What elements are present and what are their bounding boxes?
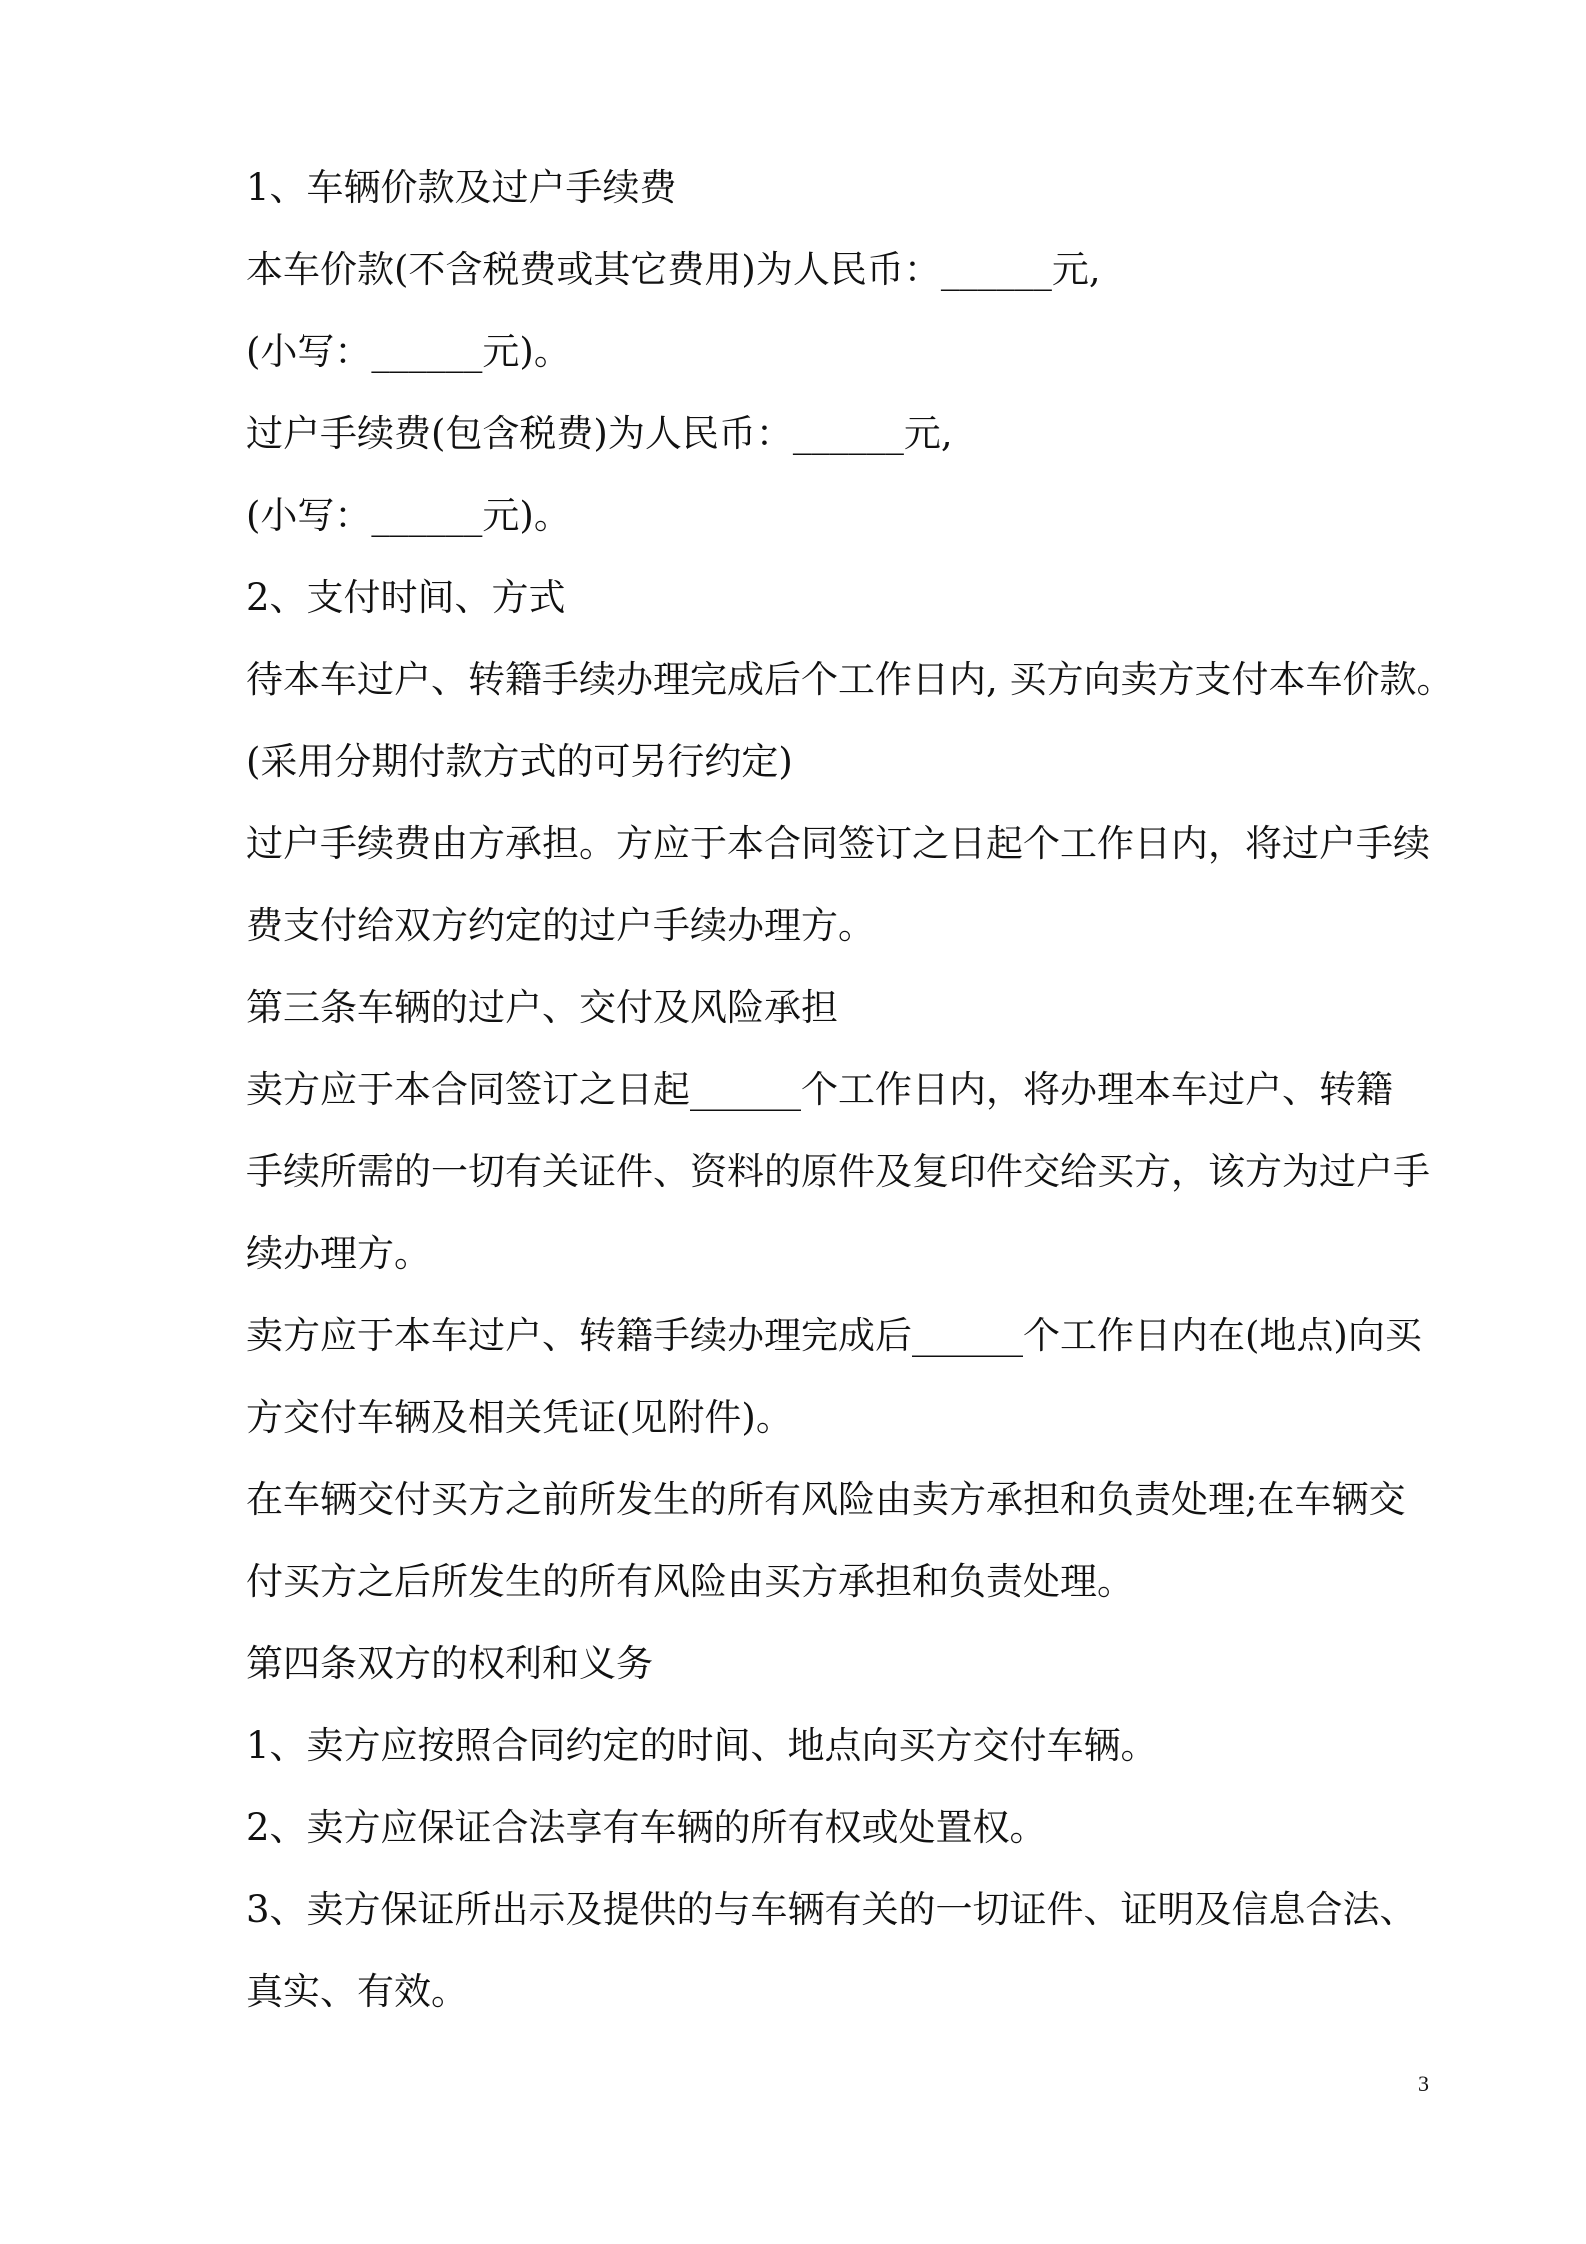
text-line-3: (小写：______元)。 <box>246 330 571 373</box>
text-line-15: 卖方应于本车过户、转籍手续办理完成后______个工作日内在(地点)向买 <box>246 1314 1422 1357</box>
text-line-8: (采用分期付款方式的可另行约定) <box>246 740 793 783</box>
section-heading-3: 第三条车辆的过户、交付及风险承担 <box>246 986 838 1029</box>
text-line-4: 过户手续费(包含税费)为人民币：______元, <box>246 412 953 455</box>
text-line-16: 方交付车辆及相关凭证(见附件)。 <box>246 1396 793 1439</box>
text-line-7: 待本车过户、转籍手续办理完成后个工作日内, 买方向卖方支付本车价款。 <box>246 658 1454 701</box>
text-line-1: 1、车辆价款及过户手续费 <box>246 166 677 209</box>
text-line-9: 过户手续费由方承担。方应于本合同签订之日起个工作日内，将过户手续 <box>246 822 1430 865</box>
text-line-21: 2、卖方应保证合法享有车辆的所有权或处置权。 <box>246 1806 1047 1849</box>
text-line-6: 2、支付时间、方式 <box>246 576 566 619</box>
text-line-12: 卖方应于本合同签订之日起______个工作日内，将办理本车过户、转籍 <box>246 1068 1393 1111</box>
text-line-22: 3、卖方保证所出示及提供的与车辆有关的一切证件、证明及信息合法、 <box>246 1888 1417 1931</box>
text-line-17: 在车辆交付买方之前所发生的所有风险由卖方承担和负责处理;在车辆交 <box>246 1478 1406 1521</box>
page-number: 3 <box>1418 2071 1429 2096</box>
text-line-13: 手续所需的一切有关证件、资料的原件及复印件交给买方，该方为过户手 <box>246 1150 1430 1193</box>
text-line-2: 本车价款(不含税费或其它费用)为人民币：______元, <box>246 248 1101 291</box>
text-line-10: 费支付给双方约定的过户手续办理方。 <box>246 904 875 947</box>
section-heading-4: 第四条双方的权利和义务 <box>246 1642 653 1685</box>
text-line-20: 1、卖方应按照合同约定的时间、地点向买方交付车辆。 <box>246 1724 1158 1767</box>
text-line-14: 续办理方。 <box>246 1232 431 1275</box>
text-line-18: 付买方之后所发生的所有风险由买方承担和负责处理。 <box>246 1560 1134 1603</box>
text-line-5: (小写：______元)。 <box>246 494 571 537</box>
text-line-23: 真实、有效。 <box>246 1970 468 2013</box>
